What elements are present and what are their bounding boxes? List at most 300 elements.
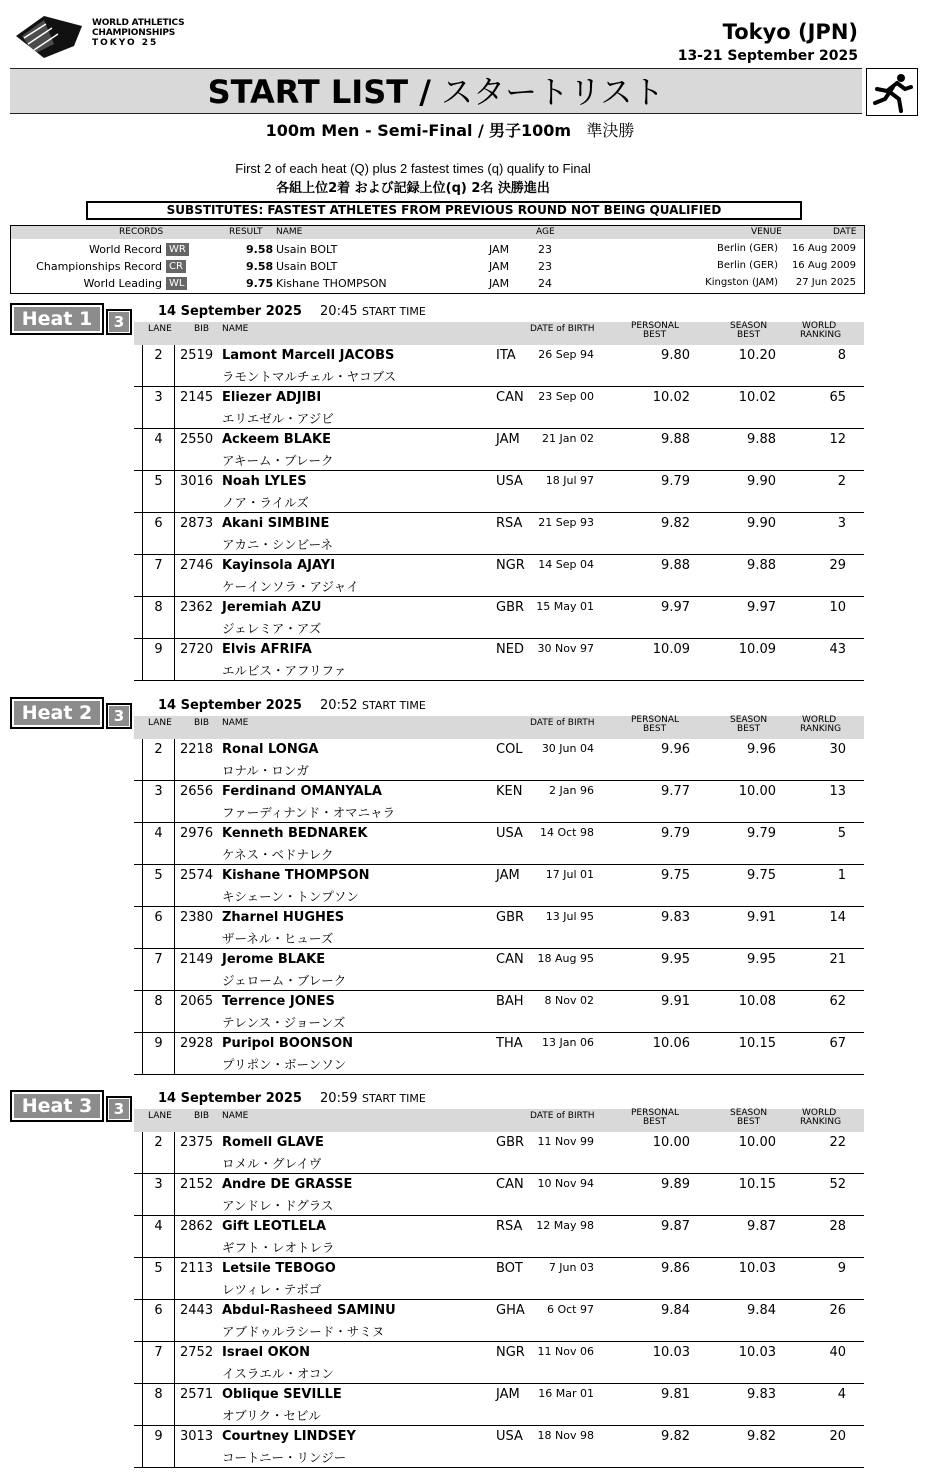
record-tag: WL bbox=[166, 277, 187, 290]
athlete-row bbox=[134, 513, 864, 555]
athlete-row bbox=[134, 597, 864, 639]
col-rank: WORLD bbox=[802, 715, 837, 725]
bib-number: 2873 bbox=[180, 516, 214, 531]
athlete-row bbox=[134, 1033, 864, 1075]
personal-best: 10.00 bbox=[652, 1135, 690, 1150]
athlete-first-name: Oblique bbox=[222, 1387, 284, 1402]
date-of-birth: 30 Nov 97 bbox=[537, 642, 594, 655]
world-ranking: 26 bbox=[829, 1303, 846, 1318]
season-best: 10.20 bbox=[738, 348, 776, 363]
col-name: NAME bbox=[222, 324, 249, 334]
country-code: NGR bbox=[496, 1345, 525, 1360]
athlete-name bbox=[222, 1345, 310, 1360]
heat-count-badge: 3 bbox=[106, 309, 132, 335]
world-ranking: 3 bbox=[837, 516, 846, 531]
season-best: 9.88 bbox=[747, 432, 776, 447]
athlete-row bbox=[134, 991, 864, 1033]
athlete-name bbox=[222, 742, 318, 757]
athlete-last-name: OMANYALA bbox=[300, 784, 382, 799]
athlete-row bbox=[134, 471, 864, 513]
bib-number: 2149 bbox=[180, 952, 214, 967]
record-venue: Berlin (GER) bbox=[716, 243, 778, 254]
personal-best: 9.83 bbox=[661, 910, 690, 925]
lane-number: 5 bbox=[142, 1258, 175, 1300]
col-pb: BEST bbox=[643, 1117, 667, 1127]
column-header bbox=[134, 716, 864, 739]
athlete-first-name: Courtney bbox=[222, 1429, 294, 1444]
athlete-first-name: Eliezer bbox=[222, 390, 276, 405]
athlete-name bbox=[222, 600, 321, 615]
lane-number: 2 bbox=[142, 345, 175, 387]
start-time-label: START TIME bbox=[362, 305, 426, 318]
date-of-birth: 14 Oct 98 bbox=[539, 826, 594, 839]
athlete-name bbox=[222, 474, 307, 489]
athlete-row bbox=[134, 781, 864, 823]
bib-number: 2928 bbox=[180, 1036, 214, 1051]
athlete-name-jp: テレンス・ジョーンズ bbox=[222, 1015, 346, 1030]
athlete-last-name: THOMPSON bbox=[284, 868, 370, 883]
season-best: 10.03 bbox=[738, 1261, 776, 1276]
athlete-first-name: Ronal bbox=[222, 742, 268, 757]
col-pb: BEST bbox=[643, 724, 667, 734]
col-sb: SEASON bbox=[730, 715, 768, 725]
bib-number: 2862 bbox=[180, 1219, 214, 1234]
country-code: RSA bbox=[496, 1219, 523, 1234]
athlete-last-name: AJAYI bbox=[297, 558, 336, 573]
col-sb: BEST bbox=[737, 724, 761, 734]
season-best: 9.90 bbox=[747, 516, 776, 531]
season-best: 10.00 bbox=[738, 784, 776, 799]
date-of-birth: 21 Jan 02 bbox=[542, 432, 594, 445]
championships-logo-icon bbox=[14, 14, 84, 59]
start-time-label: START TIME bbox=[362, 699, 426, 712]
athlete-last-name: BEDNAREK bbox=[287, 826, 368, 841]
season-best: 10.09 bbox=[738, 642, 776, 657]
date-of-birth: 13 Jan 06 bbox=[542, 1036, 594, 1049]
athlete-name-jp: ノア・ライルズ bbox=[222, 495, 309, 510]
lane-number: 6 bbox=[142, 1300, 175, 1342]
lane-number: 8 bbox=[142, 597, 175, 639]
athlete-name-jp: ザーネル・ヒューズ bbox=[222, 931, 334, 946]
athlete-name bbox=[222, 1177, 352, 1192]
record-name: Usain BOLT bbox=[276, 260, 338, 273]
season-best: 9.90 bbox=[747, 474, 776, 489]
substitutes-notice: SUBSTITUTES: FASTEST ATHLETES FROM PREVIOUS ROUND NOT BEING QUALIFIED bbox=[86, 201, 802, 220]
athlete-first-name: Jerome bbox=[222, 952, 278, 967]
date-of-birth: 18 Jul 97 bbox=[545, 474, 594, 487]
col-dob: DATE of BIRTH bbox=[530, 324, 595, 334]
qualification-rule-en: First 2 of each heat (Q) plus 2 fastest times (q) qualify to Final bbox=[235, 161, 591, 176]
lane-number: 7 bbox=[142, 1342, 175, 1384]
bib-number: 3013 bbox=[180, 1429, 214, 1444]
athlete-row bbox=[134, 1384, 864, 1426]
season-best: 9.83 bbox=[747, 1387, 776, 1402]
qualification-rule-jp: 各組上位2着 および記録上位(q) 2名 決勝進出 bbox=[276, 181, 550, 196]
lane-number: 2 bbox=[142, 1132, 175, 1174]
bib-number: 2656 bbox=[180, 784, 214, 799]
record-date: 27 Jun 2025 bbox=[795, 277, 856, 288]
athlete-row bbox=[134, 1174, 864, 1216]
season-best: 10.15 bbox=[738, 1177, 776, 1192]
column-header bbox=[134, 322, 864, 345]
bib-number: 2218 bbox=[180, 742, 214, 757]
athlete-first-name: Kayinsola bbox=[222, 558, 298, 573]
athlete-last-name: AFRIFA bbox=[260, 642, 312, 657]
athlete-row bbox=[134, 823, 864, 865]
col-pb: PERSONAL bbox=[631, 321, 680, 331]
personal-best: 9.91 bbox=[661, 994, 690, 1009]
record-venue: Kingston (JAM) bbox=[705, 277, 778, 288]
athlete-row bbox=[134, 1426, 864, 1468]
athlete-first-name: Kishane bbox=[222, 868, 285, 883]
athlete-name bbox=[222, 1303, 396, 1318]
world-ranking: 1 bbox=[837, 868, 846, 883]
heat-time: 20:45 bbox=[320, 304, 358, 319]
bib-number: 2519 bbox=[180, 348, 214, 363]
lane-number: 7 bbox=[142, 949, 175, 991]
athlete-first-name: Jeremiah bbox=[222, 600, 292, 615]
athlete-first-name: Zharnel bbox=[222, 910, 283, 925]
bib-number: 2152 bbox=[180, 1177, 214, 1192]
world-ranking: 10 bbox=[829, 600, 846, 615]
personal-best: 9.79 bbox=[661, 826, 690, 841]
heat-label: Heat 3 bbox=[10, 1090, 104, 1122]
athlete-first-name: Romell bbox=[222, 1135, 277, 1150]
world-ranking: 65 bbox=[829, 390, 846, 405]
personal-best: 9.87 bbox=[661, 1219, 690, 1234]
athlete-row bbox=[134, 1258, 864, 1300]
athlete-name-jp: ロメル・グレイヴ bbox=[222, 1156, 322, 1171]
athlete-name-jp: エルビス・アフリファ bbox=[222, 663, 347, 678]
athlete-name-jp: ロナル・ロンガ bbox=[222, 763, 309, 778]
record-name: Kishane THOMPSON bbox=[276, 277, 387, 290]
lane-number: 6 bbox=[142, 907, 175, 949]
col-name: NAME bbox=[222, 718, 249, 728]
heat-start-time bbox=[158, 698, 426, 713]
lane-number: 8 bbox=[142, 991, 175, 1033]
record-date: 16 Aug 2009 bbox=[791, 260, 856, 271]
country-code: JAM bbox=[496, 868, 520, 883]
athlete-name-jp: プリポン・ボーンソン bbox=[222, 1057, 347, 1072]
bib-number: 2976 bbox=[180, 826, 214, 841]
record-country: JAM bbox=[489, 243, 510, 256]
season-best: 9.95 bbox=[747, 952, 776, 967]
athlete-name-jp: ケネス・ベドナレク bbox=[222, 847, 334, 862]
lane-number: 3 bbox=[142, 1174, 175, 1216]
personal-best: 9.77 bbox=[661, 784, 690, 799]
season-best: 9.82 bbox=[747, 1429, 776, 1444]
athlete-name bbox=[222, 826, 367, 841]
personal-best: 9.81 bbox=[661, 1387, 690, 1402]
date-of-birth: 15 May 01 bbox=[536, 600, 594, 613]
athlete-name-jp: レツィレ・テボゴ bbox=[222, 1282, 322, 1297]
col-pb: BEST bbox=[643, 330, 667, 340]
personal-best: 9.89 bbox=[661, 1177, 690, 1192]
date-of-birth: 16 Mar 01 bbox=[538, 1387, 594, 1400]
col-pb: PERSONAL bbox=[631, 715, 680, 725]
athlete-name-jp: オブリク・セビル bbox=[222, 1408, 321, 1423]
world-ranking: 62 bbox=[829, 994, 846, 1009]
athlete-row bbox=[134, 387, 864, 429]
athlete-row bbox=[134, 1216, 864, 1258]
world-ranking: 28 bbox=[829, 1219, 846, 1234]
record-result: 9.58 bbox=[246, 260, 274, 273]
athlete-name-jp: ジェレミア・アズ bbox=[222, 621, 322, 636]
season-best: 9.87 bbox=[747, 1219, 776, 1234]
heat-time: 20:52 bbox=[320, 698, 358, 713]
athlete-last-name: SEVILLE bbox=[283, 1387, 342, 1402]
athlete-last-name: BOONSON bbox=[278, 1036, 354, 1051]
athlete-name bbox=[222, 1135, 324, 1150]
date-of-birth: 10 Nov 94 bbox=[537, 1177, 594, 1190]
lane-number: 9 bbox=[142, 1426, 175, 1468]
world-ranking: 29 bbox=[829, 558, 846, 573]
world-ranking: 52 bbox=[829, 1177, 846, 1192]
sprinter-icon bbox=[866, 68, 918, 116]
season-best: 9.75 bbox=[747, 868, 776, 883]
date-of-birth: 18 Nov 98 bbox=[537, 1429, 594, 1442]
world-ranking: 30 bbox=[829, 742, 846, 757]
heat-time: 20:59 bbox=[320, 1091, 358, 1106]
athlete-row bbox=[134, 429, 864, 471]
personal-best: 9.86 bbox=[661, 1261, 690, 1276]
country-code: GBR bbox=[496, 600, 525, 615]
athlete-name bbox=[222, 432, 331, 447]
season-best: 9.91 bbox=[747, 910, 776, 925]
lane-number: 5 bbox=[142, 865, 175, 907]
athlete-last-name: AZU bbox=[291, 600, 322, 615]
bib-number: 2145 bbox=[180, 390, 214, 405]
athlete-row bbox=[134, 555, 864, 597]
athlete-last-name: JACOBS bbox=[339, 348, 395, 363]
bib-number: 2362 bbox=[180, 600, 214, 615]
country-code: ITA bbox=[496, 348, 516, 363]
athlete-name-jp: コートニー・リンジー bbox=[222, 1450, 347, 1465]
athlete-last-name: TEBOGO bbox=[275, 1261, 336, 1276]
col-rank: RANKING bbox=[800, 330, 842, 340]
athlete-last-name: JONES bbox=[289, 994, 335, 1009]
record-tag: CR bbox=[166, 260, 186, 273]
country-code: BOT bbox=[496, 1261, 523, 1276]
athlete-name bbox=[222, 1387, 342, 1402]
lane-number: 4 bbox=[142, 1216, 175, 1258]
personal-best: 10.06 bbox=[652, 1036, 690, 1051]
country-code: COL bbox=[496, 742, 523, 757]
country-code: CAN bbox=[496, 390, 524, 405]
athlete-name bbox=[222, 1219, 326, 1234]
athlete-name bbox=[222, 868, 369, 883]
athlete-last-name: DE GRASSE bbox=[270, 1177, 353, 1192]
bib-number: 2720 bbox=[180, 642, 214, 657]
title-en: START LIST / bbox=[207, 73, 431, 111]
world-ranking: 9 bbox=[837, 1261, 846, 1276]
col-rank: RANKING bbox=[800, 724, 842, 734]
athlete-first-name: Ferdinand bbox=[222, 784, 301, 799]
bib-number: 2550 bbox=[180, 432, 214, 447]
lane-number: 3 bbox=[142, 387, 175, 429]
athlete-first-name: Lamont Marcell bbox=[222, 348, 340, 363]
season-best: 10.08 bbox=[738, 994, 776, 1009]
athlete-name-jp: アブドゥルラシード・サミヌ bbox=[222, 1324, 385, 1339]
athlete-first-name: Kenneth bbox=[222, 826, 288, 841]
bib-number: 2571 bbox=[180, 1387, 214, 1402]
world-ranking: 5 bbox=[837, 826, 846, 841]
athlete-name-jp: ラモントマルチェル・ヤコブス bbox=[222, 369, 397, 384]
date-of-birth: 7 Jun 03 bbox=[548, 1261, 594, 1274]
country-code: JAM bbox=[496, 432, 520, 447]
athlete-last-name: ADJIBI bbox=[275, 390, 322, 405]
col-name: NAME bbox=[222, 1111, 249, 1121]
athlete-last-name: LONGA bbox=[267, 742, 319, 757]
world-ranking: 67 bbox=[829, 1036, 846, 1051]
world-ranking: 21 bbox=[829, 952, 846, 967]
start-list-title bbox=[10, 68, 862, 114]
personal-best: 9.82 bbox=[661, 516, 690, 531]
country-code: USA bbox=[496, 826, 523, 841]
season-best: 9.79 bbox=[747, 826, 776, 841]
col-sb: SEASON bbox=[730, 321, 768, 331]
athlete-row bbox=[134, 345, 864, 387]
bib-number: 3016 bbox=[180, 474, 214, 489]
record-label: World Record bbox=[88, 243, 162, 256]
country-code: RSA bbox=[496, 516, 523, 531]
season-best: 10.02 bbox=[738, 390, 776, 405]
title-jp: スタートリスト bbox=[441, 73, 665, 111]
heat-count-badge: 3 bbox=[106, 703, 132, 729]
country-code: GBR bbox=[496, 910, 525, 925]
record-age: 23 bbox=[538, 243, 552, 256]
athlete-name bbox=[222, 642, 312, 657]
record-row bbox=[11, 241, 864, 258]
athlete-first-name: Andre bbox=[222, 1177, 271, 1192]
heat-start-time bbox=[158, 304, 426, 319]
athlete-row bbox=[134, 865, 864, 907]
col-bib: BIB bbox=[194, 324, 210, 334]
lane-number: 4 bbox=[142, 823, 175, 865]
athlete-last-name: LEOTLELA bbox=[253, 1219, 327, 1234]
athlete-last-name: SIMBINE bbox=[267, 516, 330, 531]
record-label: Championships Record bbox=[36, 260, 162, 273]
country-code: NED bbox=[496, 642, 524, 657]
date-of-birth: 18 Aug 95 bbox=[537, 952, 594, 965]
record-date: 16 Aug 2009 bbox=[791, 243, 856, 254]
world-ranking: 4 bbox=[837, 1387, 846, 1402]
heat-start-time bbox=[158, 1091, 426, 1106]
personal-best: 9.79 bbox=[661, 474, 690, 489]
athlete-name bbox=[222, 516, 329, 531]
world-ranking: 14 bbox=[829, 910, 846, 925]
date-of-birth: 11 Nov 06 bbox=[537, 1345, 594, 1358]
athlete-row bbox=[134, 1342, 864, 1384]
col-sb: BEST bbox=[737, 1117, 761, 1127]
athlete-last-name: SAMINU bbox=[337, 1303, 396, 1318]
world-ranking: 13 bbox=[829, 784, 846, 799]
lane-number: 3 bbox=[142, 781, 175, 823]
athlete-row bbox=[134, 907, 864, 949]
athlete-first-name: Terrence bbox=[222, 994, 290, 1009]
world-ranking: 8 bbox=[837, 348, 846, 363]
athlete-last-name: OKON bbox=[267, 1345, 311, 1360]
date-of-birth: 12 May 98 bbox=[536, 1219, 594, 1232]
athlete-name-jp: エリエゼル・アジビ bbox=[222, 411, 334, 426]
lane-number: 2 bbox=[142, 739, 175, 781]
athlete-name bbox=[222, 994, 335, 1009]
column-header bbox=[134, 1109, 864, 1132]
athlete-name bbox=[222, 1036, 353, 1051]
event-title: 100m Men - Semi-Final / 男子100m 準決勝 bbox=[265, 121, 635, 140]
athlete-last-name: BLAKE bbox=[277, 952, 326, 967]
date-of-birth: 23 Sep 00 bbox=[538, 390, 594, 403]
personal-best: 9.82 bbox=[661, 1429, 690, 1444]
bib-number: 2746 bbox=[180, 558, 214, 573]
country-code: THA bbox=[496, 1036, 523, 1051]
country-code: CAN bbox=[496, 952, 524, 967]
season-best: 10.15 bbox=[738, 1036, 776, 1051]
athlete-last-name: LYLES bbox=[264, 474, 307, 489]
personal-best: 9.80 bbox=[661, 348, 690, 363]
country-code: CAN bbox=[496, 1177, 524, 1192]
country-code: USA bbox=[496, 1429, 523, 1444]
personal-best: 9.95 bbox=[661, 952, 690, 967]
record-result: 9.75 bbox=[246, 277, 274, 290]
col-lane: LANE bbox=[148, 718, 172, 728]
athlete-first-name: Israel bbox=[222, 1345, 268, 1360]
start-time-label: START TIME bbox=[362, 1092, 426, 1105]
record-tag: WR bbox=[166, 243, 189, 256]
personal-best: 9.88 bbox=[661, 432, 690, 447]
col-lane: LANE bbox=[148, 1111, 172, 1121]
heat-date: 14 September 2025 bbox=[158, 1091, 302, 1106]
record-country: JAM bbox=[489, 260, 510, 273]
athlete-first-name: Puripol bbox=[222, 1036, 279, 1051]
records-table bbox=[10, 225, 865, 294]
athlete-first-name: Akani bbox=[222, 516, 268, 531]
season-best: 10.03 bbox=[738, 1345, 776, 1360]
date-of-birth: 17 Jul 01 bbox=[545, 868, 594, 881]
athlete-row bbox=[134, 1300, 864, 1342]
lane-number: 5 bbox=[142, 471, 175, 513]
athlete-last-name: HUGHES bbox=[282, 910, 345, 925]
athlete-row bbox=[134, 949, 864, 991]
season-best: 10.00 bbox=[738, 1135, 776, 1150]
personal-best: 10.02 bbox=[652, 390, 690, 405]
heat-label: Heat 1 bbox=[10, 303, 104, 335]
date-of-birth: 21 Sep 93 bbox=[538, 516, 594, 529]
athlete-first-name: Noah bbox=[222, 474, 265, 489]
lane-number: 9 bbox=[142, 1033, 175, 1075]
personal-best: 9.88 bbox=[661, 558, 690, 573]
world-ranking: 12 bbox=[829, 432, 846, 447]
athlete-name bbox=[222, 390, 321, 405]
athlete-row bbox=[134, 1132, 864, 1174]
world-ranking: 40 bbox=[829, 1345, 846, 1360]
athlete-row bbox=[134, 739, 864, 781]
personal-best: 9.75 bbox=[661, 868, 690, 883]
record-country: JAM bbox=[489, 277, 510, 290]
bib-number: 2380 bbox=[180, 910, 214, 925]
heat-label: Heat 2 bbox=[10, 697, 104, 729]
date-of-birth: 30 Jun 04 bbox=[541, 742, 594, 755]
season-best: 9.96 bbox=[747, 742, 776, 757]
athlete-name-jp: ジェローム・ブレーク bbox=[222, 973, 347, 988]
date-of-birth: 6 Oct 97 bbox=[546, 1303, 594, 1316]
country-code: GHA bbox=[496, 1303, 525, 1318]
athlete-name-jp: アンドレ・ドグラス bbox=[222, 1198, 334, 1213]
athlete-name bbox=[222, 558, 335, 573]
bib-number: 2065 bbox=[180, 994, 214, 1009]
athlete-name-jp: キシェーン・トンプソン bbox=[222, 889, 359, 904]
records-header: RECORDS RESULT NAME AGE VENUE DATE bbox=[11, 226, 864, 239]
